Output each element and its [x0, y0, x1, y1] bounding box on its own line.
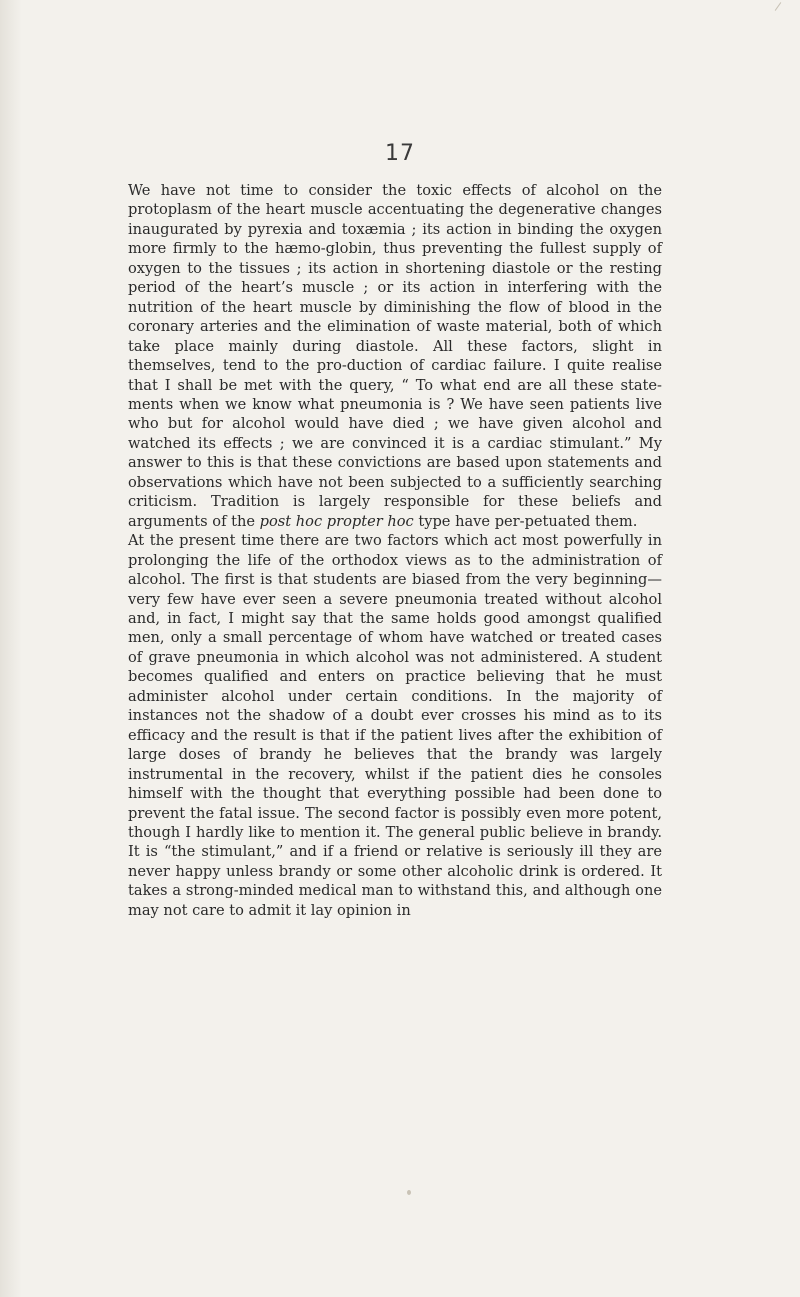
paragraph-1-text: We have not time to consider the toxic effects of alcohol on the protoplasm of the heart muscle accentuating the degenerative changes inaugurated by pyrexia and toxæmia ; its action in binding the oxygen more firmly to the hæmo-globin, thus preventing the fullest supply of oxygen to the tissues ; its action in shortening diastole or the resting period of the heart’s muscle ; or its action in interfering with the nutrition of the heart muscle by diminishing the flow of blood in the coronary arteries and the elimination of waste material, both of which take place mainly during diastole. All these factors, slight in themselves, tend to the pro-duction of cardiac failure. I quite realise that I shall be met with the query, “ To what end are all these state-ments when we know what pneumonia is ? We have seen patients live who but for alcohol would have died ; we have given alcohol and watched its effects ; we are convinced it is a cardiac stimulant.” My answer to this is that these convictions are based upon statements and observations which have not been subjected to a sufficiently searching criticism. Tradition is largely responsible for these beliefs and arguments of the	[128, 182, 662, 530]
paragraph-2-text: At the present time there are two factors which act most powerfully in prolonging the life of the orthodox views as to the administration of alcohol. The first is that students are biased from the very beginning—very few have ever seen a severe pneumonia treated without alcohol and, in fact, I might say that the same holds good amongst qualified men, only a small percentage of whom have watched or treated cases of grave pneumonia in which alcohol was not administered. A student becomes qualified and enters on practice believing that he must administer alcohol under certain conditions. In the majority of instances not the shadow of a doubt ever crosses his mind as to its efficacy and the result is that if the patient lives after the exhibition of large doses of brandy he believes that the brandy was largely instrumental in the recovery, whilst if the patient dies he consoles himself with the thought that everything possible had been done to prevent the fatal issue. The second factor is possibly even more potent, though I hardly like to mention it. The general public believe in brandy. It is “the stimulant,” and if a friend or relative is seriously ill they are never happy unless brandy or some other alcoholic drink is ordered. It takes a strong-minded medical man to withstand this, and although one may not care to admit it lay opinion in	[128, 532, 662, 919]
paragraph-2	[128, 531, 662, 920]
page-edge-shadow	[0, 0, 22, 1297]
paragraph-1-text-end: type have per-petuated them.	[418, 512, 638, 530]
corner-pencil-mark	[775, 2, 782, 11]
paragraph-1	[128, 181, 662, 531]
paper-speck	[407, 1190, 411, 1195]
page-number: 17	[385, 141, 415, 166]
body-text	[128, 181, 662, 920]
paragraph-1-italic-phrase: post hoc propter hoc	[259, 512, 414, 530]
